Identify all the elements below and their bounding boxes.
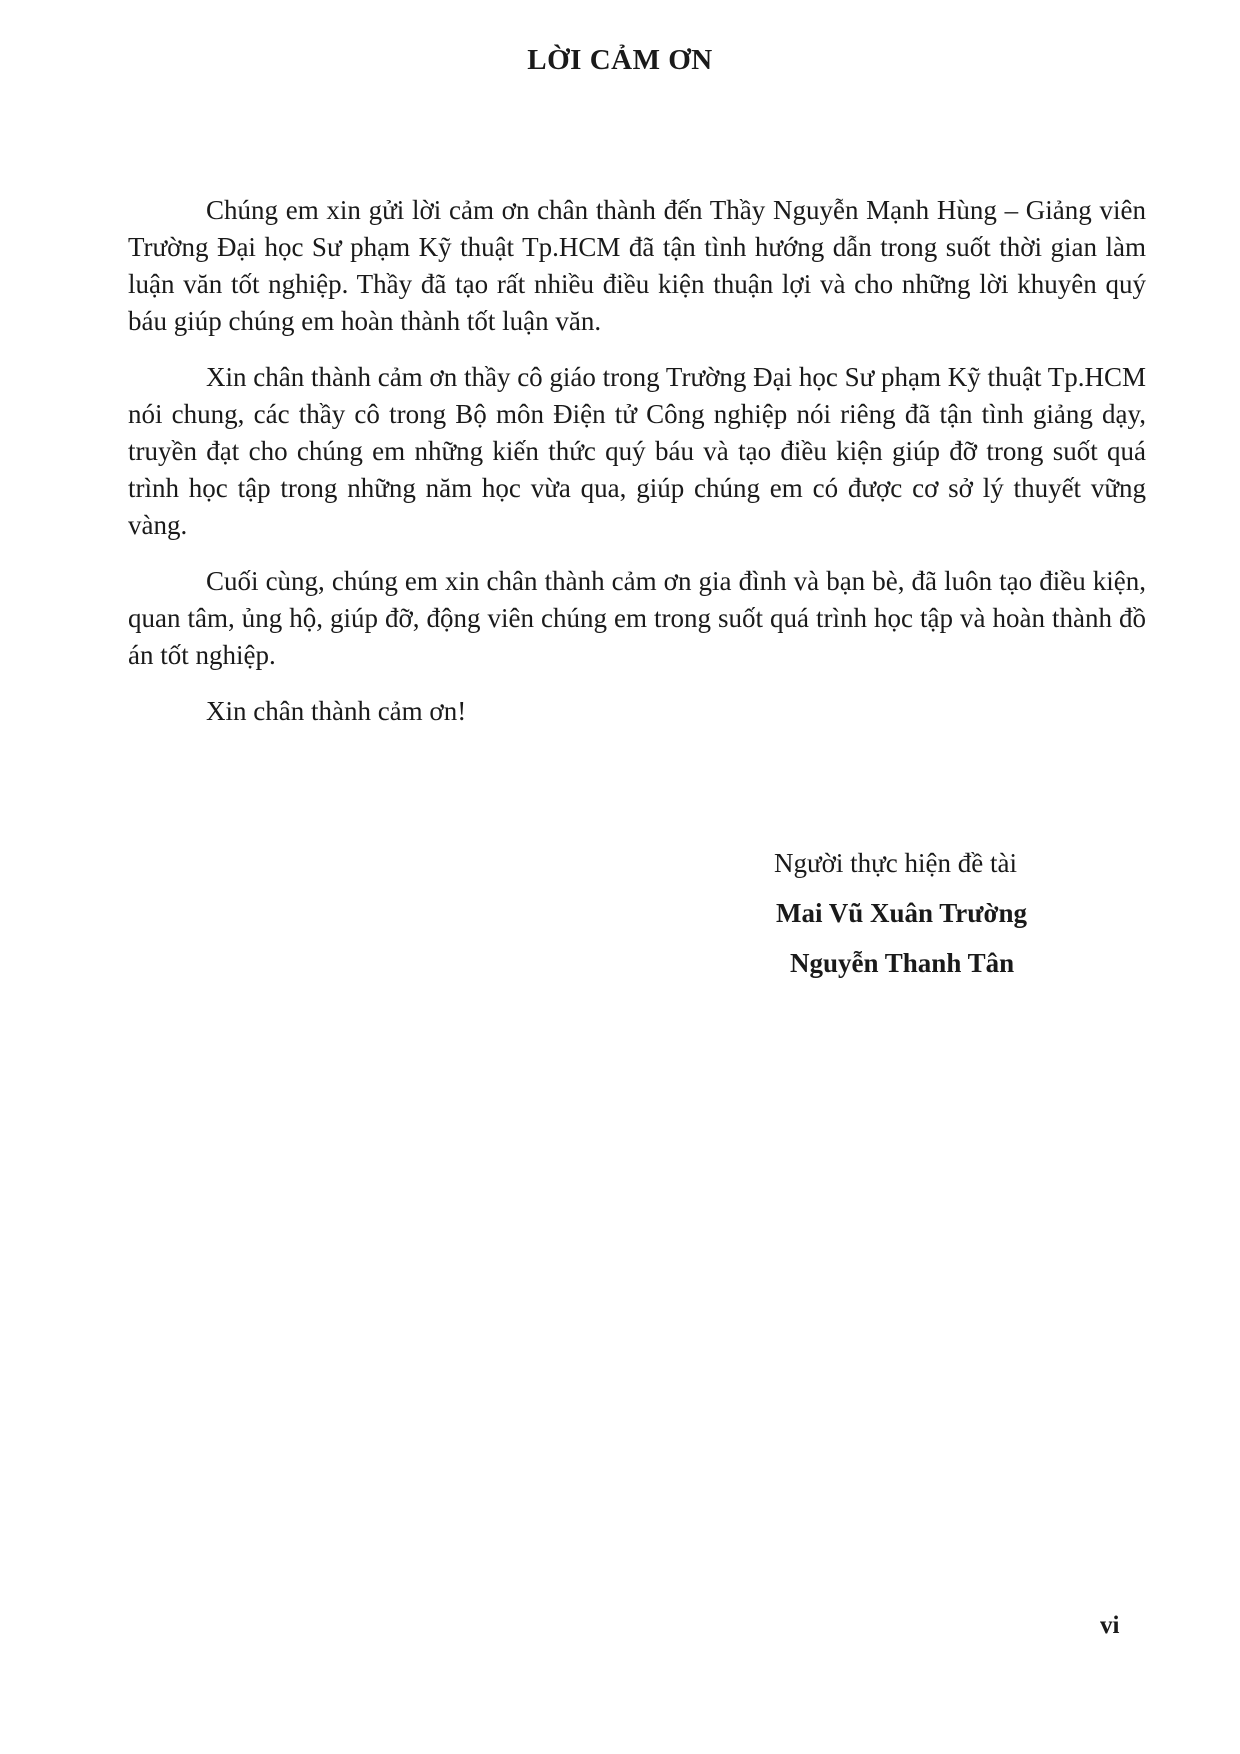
page-title: LỜI CẢM ƠN — [527, 44, 713, 76]
author-name: Nguyễn Thanh Tân — [790, 948, 1015, 978]
acknowledgement-body — [128, 192, 1146, 749]
signature-block — [700, 838, 1120, 988]
signature-role: Người thực hiện đề tài — [774, 848, 1017, 878]
author-name: Mai Vũ Xuân Trường — [776, 898, 1027, 928]
paragraph: Cuối cùng, chúng em xin chân thành cảm ơn gia đình và bạn bè, đã luôn tạo điều kiện, quan tâm, ủng hộ, giúp đỡ, động viên chúng em trong suốt quá trình học tập và hoàn thành đồ án tốt nghiệp. — [128, 566, 1146, 670]
page-number: vi — [1100, 1612, 1120, 1639]
paragraph: Chúng em xin gửi lời cảm ơn chân thành đến Thầy Nguyễn Mạnh Hùng – Giảng viên Trường Đại học Sư phạm Kỹ thuật Tp.HCM đã tận tình hướng dẫn trong suốt thời gian làm luận văn tốt nghiệp. Thầy đã tạo rất nhiều điều kiện thuận lợi và cho những lời khuyên quý báu giúp chúng em hoàn thành tốt luận văn. — [128, 195, 1146, 336]
paragraph: Xin chân thành cảm ơn thầy cô giáo trong Trường Đại học Sư phạm Kỹ thuật Tp.HCM nói chung, các thầy cô trong Bộ môn Điện tử Công nghiệp nói riêng đã tận tình giảng dạy, truyền đạt cho chúng em những kiến thức quý báu và tạo điều kiện giúp đỡ trong suốt quá trình học tập trong những năm học vừa qua, giúp chúng em có được cơ sở lý thuyết vững vàng. — [128, 362, 1146, 540]
closing-line: Xin chân thành cảm ơn! — [206, 696, 467, 726]
